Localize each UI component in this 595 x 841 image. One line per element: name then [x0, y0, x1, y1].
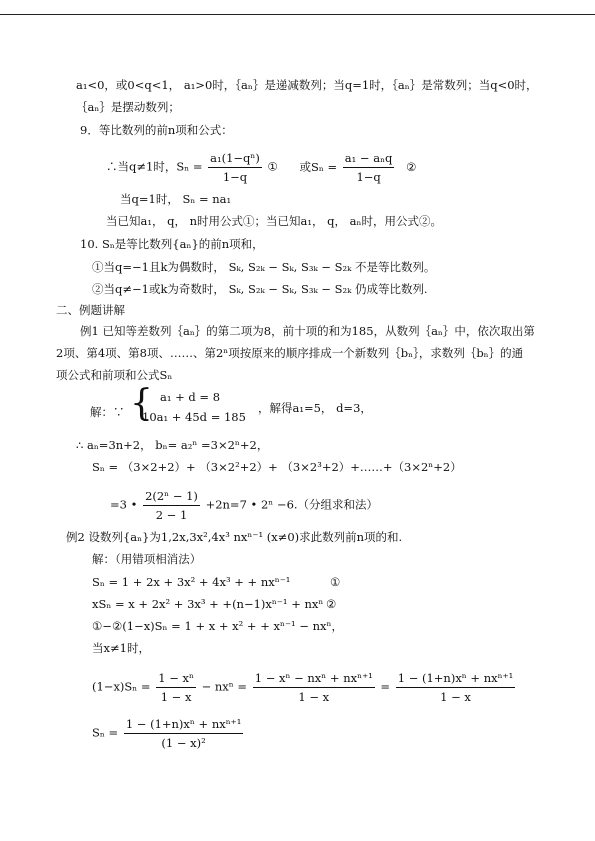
text-line: ②当q≠−1或k为奇数时， Sₖ, S₂ₖ − Sₖ, S₃ₖ − S₂ₖ 仍成等比数列. [92, 282, 428, 296]
fraction [124, 716, 244, 751]
equation: Sₙ = 1 + 2x + 3x² + 4x³ + + nxⁿ⁻¹ [92, 575, 291, 589]
section-heading: 10. Sₙ是等比数列{aₙ}的前n项和， [80, 237, 264, 251]
text-line: 当x≠1时， [92, 641, 150, 655]
equation: 10a₁ + 45d = 185 [142, 410, 246, 424]
fraction [253, 670, 375, 705]
numerator: 1 − (1+n)xⁿ + nxⁿ⁺¹ [124, 716, 244, 734]
formula-line [92, 716, 245, 751]
text-line: 2项、第4项、第8项、……、第2ⁿ项按原来的顺序排成一个新数列｛bₙ｝，求数列｛bₙ｝的通 [56, 346, 524, 360]
text-line: ，解得a₁=5， d=3， [258, 401, 372, 415]
fraction [156, 670, 196, 705]
equation: xSₙ = x + 2x² + 3x³ + +(n−1)xⁿ⁻¹ + nxⁿ [92, 597, 324, 611]
denominator: 1 − x [160, 690, 192, 704]
equation: a₁ + d = 8 [160, 390, 221, 404]
text-line: 当已知a₁， q， n时用公式①；当已知a₁， q， aₙ时，用公式②。 [106, 214, 443, 228]
formula-text: 或Sₙ = [299, 159, 338, 174]
text-line: 例1 已知等差数列｛aₙ｝的第二项为8，前十项的和为185，从数列｛aₙ｝中，依次取出第 [80, 324, 535, 338]
header-rule [0, 14, 595, 15]
fraction [343, 150, 395, 185]
formula-line: ∴ aₙ=3n+2， bₙ= a₂ⁿ =3×2ⁿ+2， [76, 438, 269, 452]
denominator: 2 − 1 [155, 508, 188, 522]
section-heading: 9．等比数列的前n项和公式： [80, 123, 233, 137]
formula-tag: ① [267, 159, 278, 174]
formula-text: (1−x)Sₙ = [92, 679, 151, 694]
brace-symbol: { [130, 383, 153, 424]
formula-tag: ① [330, 575, 341, 589]
formula-tag: ② [326, 597, 337, 611]
formula-text: = [380, 679, 391, 694]
numerator: 2(2ⁿ − 1) [143, 488, 200, 506]
formula-line [106, 150, 416, 185]
formula-line [92, 670, 517, 705]
text-line: a₁<0，或0<q<1， a₁>0时，｛aₙ｝是递减数列；当q=1时，｛aₙ｝是常数列；当q<0时， [76, 78, 538, 92]
numerator: 1 − (1+n)xⁿ + nxⁿ⁺¹ [396, 670, 516, 688]
denominator: 1 − x [298, 690, 330, 704]
text-line: ①当q=−1且k为偶数时， Sₖ, S₂ₖ − Sₖ, S₃ₖ − S₂ₖ 不是等比数列。 [92, 260, 436, 274]
equation: ①−②(1−x)Sₙ = 1 + x + x² + + xⁿ⁻¹ − nxⁿ， [92, 619, 343, 633]
formula-text: ∴当q≠1时，Sₙ = [106, 159, 203, 174]
denominator: 1−q [356, 170, 381, 184]
text-line: ｛aₙ｝是摆动数列； [76, 100, 180, 114]
denominator: (1 − x)² [161, 736, 206, 750]
fraction [208, 150, 262, 185]
numerator: a₁ − aₙq [343, 150, 395, 168]
formula-text: =3 • [110, 497, 138, 512]
formula-text: Sₙ = [92, 725, 119, 740]
text-line: 项公式和前项和公式Sₙ [56, 368, 173, 382]
numerator: a₁(1−qⁿ) [208, 150, 262, 168]
fraction [396, 670, 516, 705]
formula-line: Sₙ = （3×2+2）+ （3×2²+2）+ （3×2³+2）+……+（3×2ⁿ+2） [92, 460, 462, 474]
formula-line: 当q=1时， Sₙ = na₁ [120, 192, 232, 206]
formula-text: − nxⁿ = [201, 679, 248, 694]
formula-line [110, 488, 378, 523]
denominator: 1 − x [440, 690, 471, 704]
formula-tag: ② [406, 159, 417, 174]
section-heading: 二、例题讲解 [56, 303, 125, 317]
text-line: 例2 设数列{aₙ}为1,2x,3x²,4x³ nxⁿ⁻¹ (x≠0)求此数列前n项的和. [66, 530, 403, 544]
numerator: 1 − xⁿ [156, 670, 196, 688]
solution-label: 解：（用错项相消法） [92, 552, 202, 566]
denominator: 1−q [222, 170, 248, 184]
solution-label: 解：∵ [90, 405, 125, 419]
numerator: 1 − xⁿ − nxⁿ + nxⁿ⁺¹ [253, 670, 375, 688]
formula-text: +2n=7 • 2ⁿ −6.（分组求和法） [205, 497, 379, 512]
fraction [143, 488, 200, 523]
